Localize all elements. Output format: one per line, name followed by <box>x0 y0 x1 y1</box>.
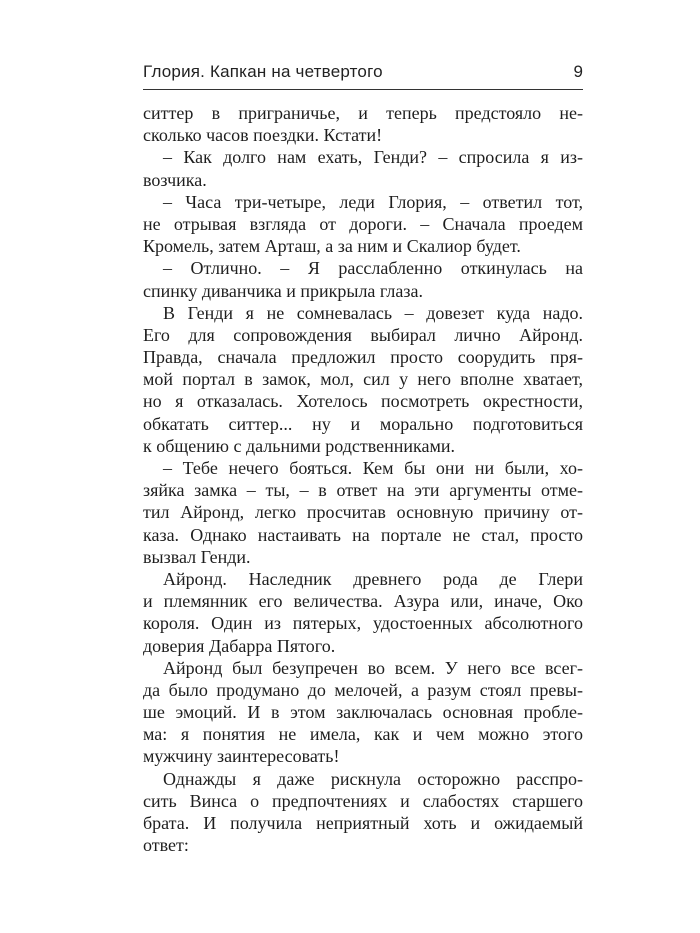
page-header <box>143 60 583 88</box>
text-line: Правда, сначала предложил просто соорудить пря- <box>143 347 583 368</box>
text-line: возчика. <box>143 169 207 190</box>
text-line: вызвал Генди. <box>143 546 251 567</box>
text-line: ше эмоций. И в этом заключалась основная пробле- <box>143 702 583 723</box>
text-line: Айронд был безупречен во всем. У него все всег- <box>163 657 583 678</box>
text-line: В Генди я не сомневалась – довезет куда надо. <box>163 302 583 323</box>
text-line: – Отлично. – Я расслабленно откинулась на <box>163 258 583 279</box>
text-line: Его для сопровождения выбирал лично Айронд. <box>143 324 583 345</box>
page-number: 9 <box>573 62 583 81</box>
text-line: Айронд. Наследник древнего рода де Глери <box>163 568 583 589</box>
text-line: – Тебе нечего бояться. Кем бы они ни были, хо- <box>163 458 583 478</box>
text-line: зяйка замка – ты, – в ответ на эти аргументы отме- <box>143 480 583 501</box>
text-line: сить Винса о предпочтениях и слабостях старшего <box>143 790 583 811</box>
text-line: тил Айронд, легко просчитав основную причину от- <box>143 502 583 523</box>
text-line: обкатать ситтер... ну и морально подготовиться <box>143 413 583 434</box>
text-line: брата. И получила неприятный хоть и ожидаемый <box>143 813 583 833</box>
text-line: ответ: <box>143 835 189 856</box>
text-line: сколько часов поездки. Кстати! <box>143 125 383 146</box>
text-line: Однажды я даже рискнула осторожно расспро- <box>163 768 583 789</box>
text-line: ситтер в приграничье, и теперь предстояло не- <box>143 103 583 123</box>
text-line: спинку диванчика и прикрыла глаза. <box>143 280 423 301</box>
text-line: но я отказалась. Хотелось посмотреть окрестности, <box>143 391 583 412</box>
text-line: да было продумано до мелочей, а разум стоял превы- <box>143 679 583 700</box>
text-line: каза. Однако настаивать на портале не стал, просто <box>143 524 583 545</box>
text-line: доверия Дабарра Пятого. <box>143 635 336 656</box>
text-line: мой портал в замок, мол, сил у него вполне хватает, <box>143 369 583 390</box>
header-rule <box>143 89 583 90</box>
text-line: мужчину заинтересовать! <box>143 746 340 767</box>
text-line: короля. Один из пятерых, удостоенных абсолютного <box>143 613 583 634</box>
text-line: к общению с дальними родственниками. <box>143 435 456 456</box>
text-line: – Часа три-четыре, леди Глория, – ответил тот, <box>163 191 583 212</box>
text-line: Кромель, затем Арташ, а за ним и Скалиор будет. <box>143 236 521 257</box>
text-line: не отрывая взгляда от дороги. – Сначала проедем <box>143 213 583 234</box>
body-text <box>143 102 583 856</box>
running-title: Глория. Капкан на четвертого <box>143 62 383 81</box>
text-line: ма: я понятия не имела, как и чем можно этого <box>143 724 583 745</box>
text-line: и племянник его величества. Азура или, иначе, Око <box>143 591 583 612</box>
text-line: – Как долго нам ехать, Генди? – спросила я из- <box>163 147 583 168</box>
